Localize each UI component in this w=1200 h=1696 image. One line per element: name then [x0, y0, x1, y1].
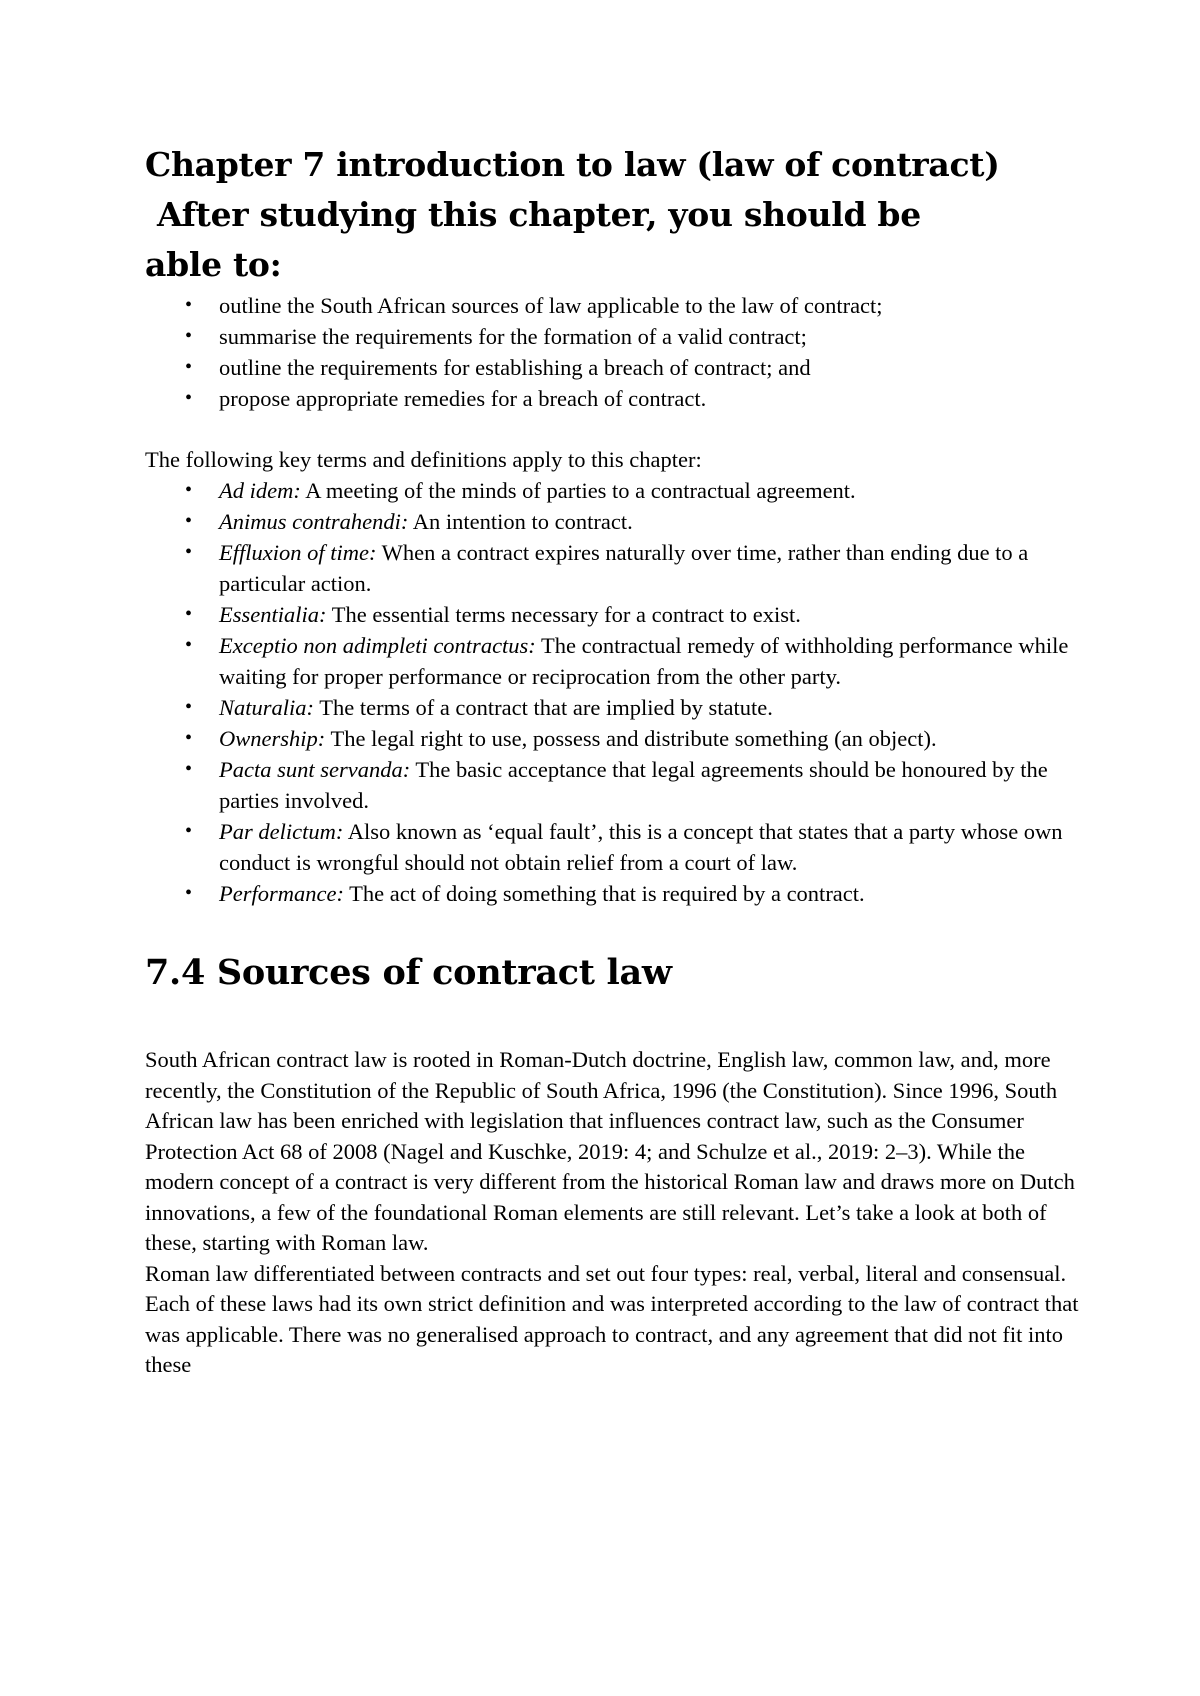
term-definition: The essential terms necessary for a contract to exist.: [326, 602, 801, 627]
term-name: Ownership:: [219, 726, 326, 751]
term-name: Effluxion of time:: [219, 540, 377, 565]
objective-item: • summarise the requirements for the formation of a valid contract;: [145, 321, 1085, 352]
term-item: [145, 692, 1085, 723]
body-paragraph: South African contract law is rooted in Roman-Dutch doctrine, English law, common law, and, more recently, the Constitution of the Republic of South Africa, 1996 (the Constitution). Since 1996, South African law has been enriched with legislation that influences contract law, such as the Consumer Protection Act 68 of 2008 (Nagel and Kuschke, 2019: 4; and Schulze et al., 2019: 2–3). While the modern concept of a contract is very different from the historical Roman law and draws more on Dutch innovations, a few of the foundational Roman elements are still relevant. Let’s take a look at both of these, starting with Roman law.: [145, 1047, 1075, 1255]
term-item: [145, 723, 1085, 754]
term-item: [145, 475, 1085, 506]
term-name: Ad idem:: [219, 478, 301, 503]
section-body: [145, 1045, 1085, 1381]
term-item: [145, 878, 1085, 909]
term-name: Performance:: [219, 881, 344, 906]
section-heading: 7.4 Sources of contract law: [145, 952, 672, 993]
term-definition: The legal right to use, possess and distribute something (an object).: [325, 726, 937, 751]
term-definition: An intention to contract.: [408, 509, 633, 534]
term-name: Par delictum:: [219, 819, 344, 844]
term-definition: When a contract expires naturally over time, rather than ending due to a particular action.: [219, 540, 1029, 596]
term-definition: A meeting of the minds of parties to a contractual agreement.: [300, 478, 856, 503]
term-definition: The basic acceptance that legal agreements should be honoured by the parties involved.: [219, 757, 1048, 813]
term-definition: Also known as ‘equal fault’, this is a concept that states that a party whose own conduct is wrongful should not obtain relief from a court of law.: [219, 819, 1063, 875]
objective-item: • outline the South African sources of law applicable to the law of contract;: [145, 290, 1085, 321]
chapter-title-line-3: able to:: [145, 245, 282, 284]
term-name: Animus contrahendi:: [219, 509, 409, 534]
term-name: Essentialia:: [219, 602, 327, 627]
key-terms-intro: The following key terms and definitions apply to this chapter:: [145, 447, 702, 472]
term-definition: The act of doing something that is required by a contract.: [343, 881, 865, 906]
term-item: [145, 630, 1085, 692]
term-item: [145, 506, 1085, 537]
objective-item: • outline the requirements for establishing a breach of contract; and: [145, 352, 1085, 383]
objective-item: • propose appropriate remedies for a breach of contract.: [145, 383, 1085, 414]
document-page: [145, 140, 1085, 1381]
chapter-title: [145, 140, 1085, 290]
term-name: Exceptio non adimpleti contractus:: [219, 633, 536, 658]
term-item: [145, 754, 1085, 816]
body-paragraph: Roman law differentiated between contracts and set out four types: real, verbal, literal and consensual. Each of these laws had its own strict definition and was interpreted according to the law of contract that was applicable. There was no generalised approach to contract, and any agreement that did not fit into these: [145, 1260, 1079, 1377]
term-name: Naturalia:: [219, 695, 315, 720]
chapter-title-line-1: Chapter 7 introduction to law (law of contract): [145, 145, 1000, 184]
learning-objectives-list: [145, 290, 1085, 414]
term-item: [145, 599, 1085, 630]
key-terms-list: [145, 475, 1085, 909]
term-item: [145, 537, 1085, 599]
term-definition: The contractual remedy of withholding performance while waiting for proper performance or reciprocation from the other party.: [219, 633, 1069, 689]
term-definition: The terms of a contract that are implied by statute.: [314, 695, 773, 720]
chapter-title-line-2: After studying this chapter, you should be: [157, 195, 921, 234]
term-name: Pacta sunt servanda:: [219, 757, 411, 782]
term-item: [145, 816, 1085, 878]
